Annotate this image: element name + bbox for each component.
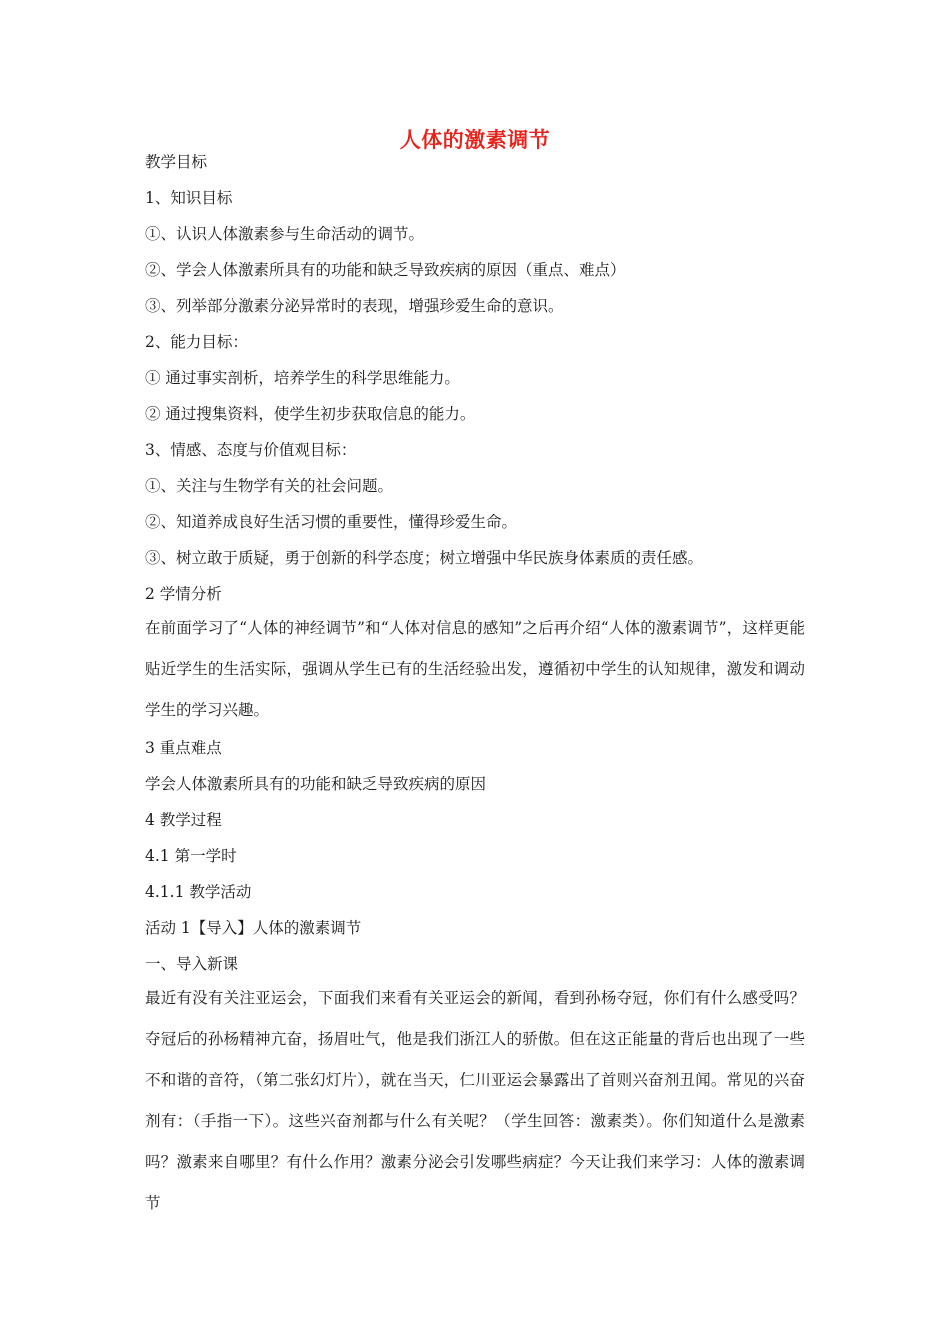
list-item: ①、认识人体激素参与生命活动的调节。 xyxy=(145,225,425,243)
heading-intro: 一、导入新课 xyxy=(145,955,239,973)
list-item: ② 通过搜集资料，使学生初步获取信息的能力。 xyxy=(145,405,476,423)
document-title: 人体的激素调节 xyxy=(399,128,551,152)
heading-teaching-process: 4 教学过程 xyxy=(145,811,222,829)
heading-key-points: 3 重点难点 xyxy=(145,739,222,757)
list-item: ① 通过事实剖析，培养学生的科学思维能力。 xyxy=(145,369,460,387)
heading-activity-1: 活动 1【导入】人体的激素调节 xyxy=(145,919,362,937)
heading-teaching-goals: 教学目标 xyxy=(145,153,208,171)
list-item: ③、列举部分激素分泌异常时的表现，增强珍爱生命的意识。 xyxy=(145,297,564,315)
heading-attitude-goals: 3、情感、态度与价值观目标： xyxy=(145,441,357,459)
list-item: ②、学会人体激素所具有的功能和缺乏导致疾病的原因（重点、难点） xyxy=(145,261,626,279)
list-item: ③、树立敢于质疑，勇于创新的科学态度；树立增强中华民族身体素质的责任感。 xyxy=(145,549,704,567)
intro-paragraph: 最近有没有关注亚运会，下面我们来看有关亚运会的新闻，看到孙杨夺冠，你们有什么感受吗？夺冠后的孙杨精神亢奋，扬眉吐气，他是我们浙江人的骄傲。但在这正能量的背后也出现了一些不和谐的音符，（第二张幻灯片），就在当天，仁川亚运会暴露出了首则兴奋剂丑闻。常见的兴奋剂有：（手指一下）。这些兴奋剂都与什么有关呢？（学生回答：激素类）。你们知道什么是激素吗？激素来自哪里？有什么作用？激素分泌会引发哪些病症？今天让我们来学习：人体的激素调节 xyxy=(145,989,805,1212)
heading-teaching-activity: 4.1.1 教学活动 xyxy=(145,883,252,901)
list-item: ①、关注与生物学有关的社会问题。 xyxy=(145,477,394,495)
heading-student-analysis: 2 学情分析 xyxy=(145,585,222,603)
analysis-paragraph: 在前面学习了“人体的神经调节”和“人体对信息的感知”之后再介绍“人体的激素调节”，这样更能贴近学生的生活实际，强调从学生已有的生活经验出发，遵循初中学生的认知规律，激发和调动学生的学习兴趣。 xyxy=(145,619,805,719)
key-points-text: 学会人体激素所具有的功能和缺乏导致疾病的原因 xyxy=(145,775,487,793)
heading-knowledge-goals: 1、知识目标 xyxy=(145,189,233,207)
heading-ability-goals: 2、能力目标： xyxy=(145,333,248,351)
heading-first-lesson: 4.1 第一学时 xyxy=(145,847,237,865)
list-item: ②、知道养成良好生活习惯的重要性，懂得珍爱生命。 xyxy=(145,513,518,531)
